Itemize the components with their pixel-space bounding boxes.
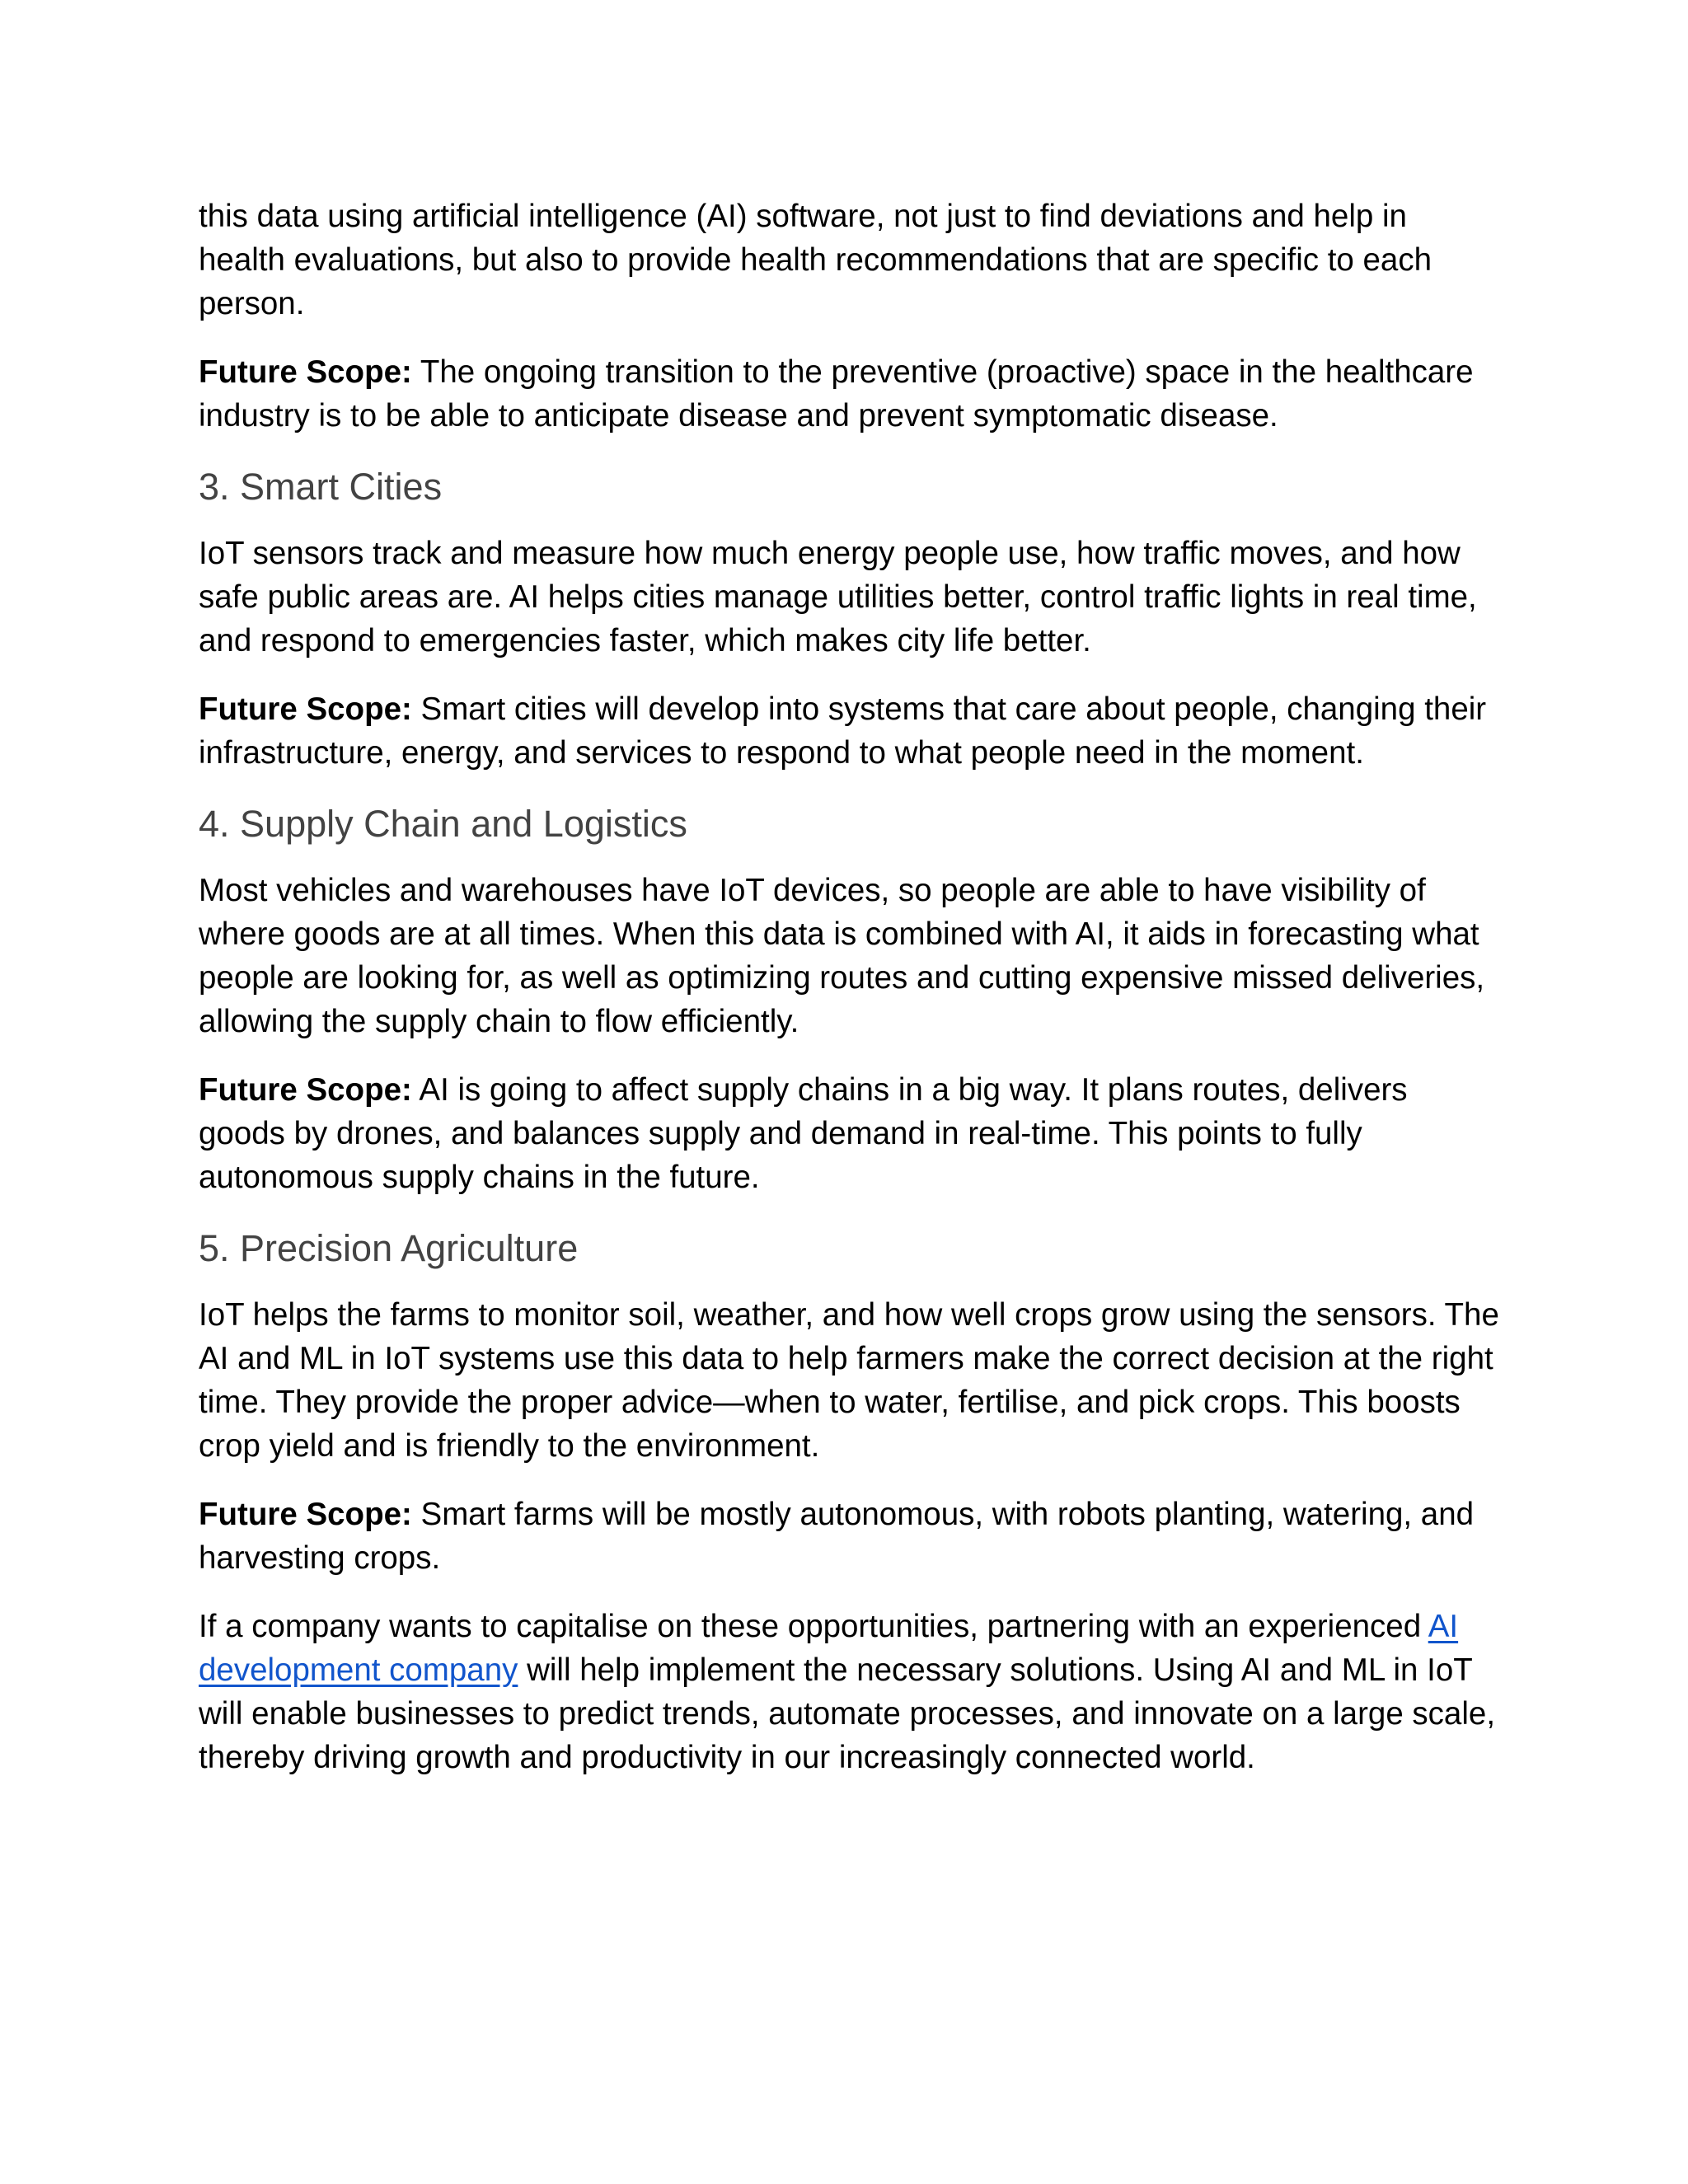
future-scope-text: The ongoing transition to the preventive (proactive) space in the healthcare industry is to be able to anticipate disease and prevent symptomatic disease. [199,354,1474,434]
conclusion-text-after-link: will help implement the necessary solutions. Using AI and ML in IoT will enable businesses to predict trends, automate processes, and innovate on a large scale, thereby driving growth and productivity in our increasingly connected world. [199,1652,1496,1775]
heading-precision-agriculture: 5. Precision Agriculture [199,1227,579,1269]
smart-cities-body: IoT sensors track and measure how much energy people use, how traffic moves, and how safe public areas are. AI helps cities manage utilities better, control traffic lights in real time, and respond to emergencies faster, which makes city life better. [199,536,1477,658]
heading-smart-cities: 3. Smart Cities [199,466,443,508]
future-scope-label: Future Scope: [199,1072,412,1108]
smart-cities-future-scope [199,687,1501,775]
conclusion-paragraph [199,1605,1501,1779]
supply-chain-body: Most vehicles and warehouses have IoT devices, so people are able to have visibility of where goods are at all times. When this data is combined with AI, it aids in forecasting what people are looking for, as well as optimizing routes and cutting expensive missed deliveries, allowing the supply chain to flow efficiently. [199,873,1485,1039]
future-scope-text: AI is going to affect supply chains in a big way. It plans routes, delivers goods by drones, and balances supply and demand in real-time. This points to fully autonomous supply chains in the future. [199,1072,1408,1195]
intro-paragraph: this data using artificial intelligence (AI) software, not just to find deviations and help in health evaluations, but also to provide health recommendations that are specific to each person. [199,199,1432,321]
conclusion-text-before-link: If a company wants to capitalise on these opportunities, partnering with an experienced [199,1609,1422,1644]
heading-supply-chain: 4. Supply Chain and Logistics [199,803,687,845]
supply-chain-future-scope [199,1068,1501,1199]
future-scope-text: Smart farms will be mostly autonomous, with robots planting, watering, and harvesting crops. [199,1497,1475,1576]
document-content [199,194,1501,1804]
future-scope-label: Future Scope: [199,354,412,390]
future-scope-label: Future Scope: [199,1497,412,1532]
ai-development-company-link[interactable]: AI development company [199,1609,1459,1688]
agriculture-future-scope [199,1493,1501,1580]
healthcare-future-scope [199,350,1501,438]
future-scope-label: Future Scope: [199,691,412,727]
agriculture-body: IoT helps the farms to monitor soil, weather, and how well crops grow using the sensors. The AI and ML in IoT systems use this data to help farmers make the correct decision at the right time. They provide the proper advice—when to water, fertilise, and pick crops. This boosts crop yield and is friendly to the environment. [199,1297,1499,1464]
future-scope-text: Smart cities will develop into systems that care about people, changing their infrastructure, energy, and services to respond to what people need in the moment. [199,691,1487,771]
